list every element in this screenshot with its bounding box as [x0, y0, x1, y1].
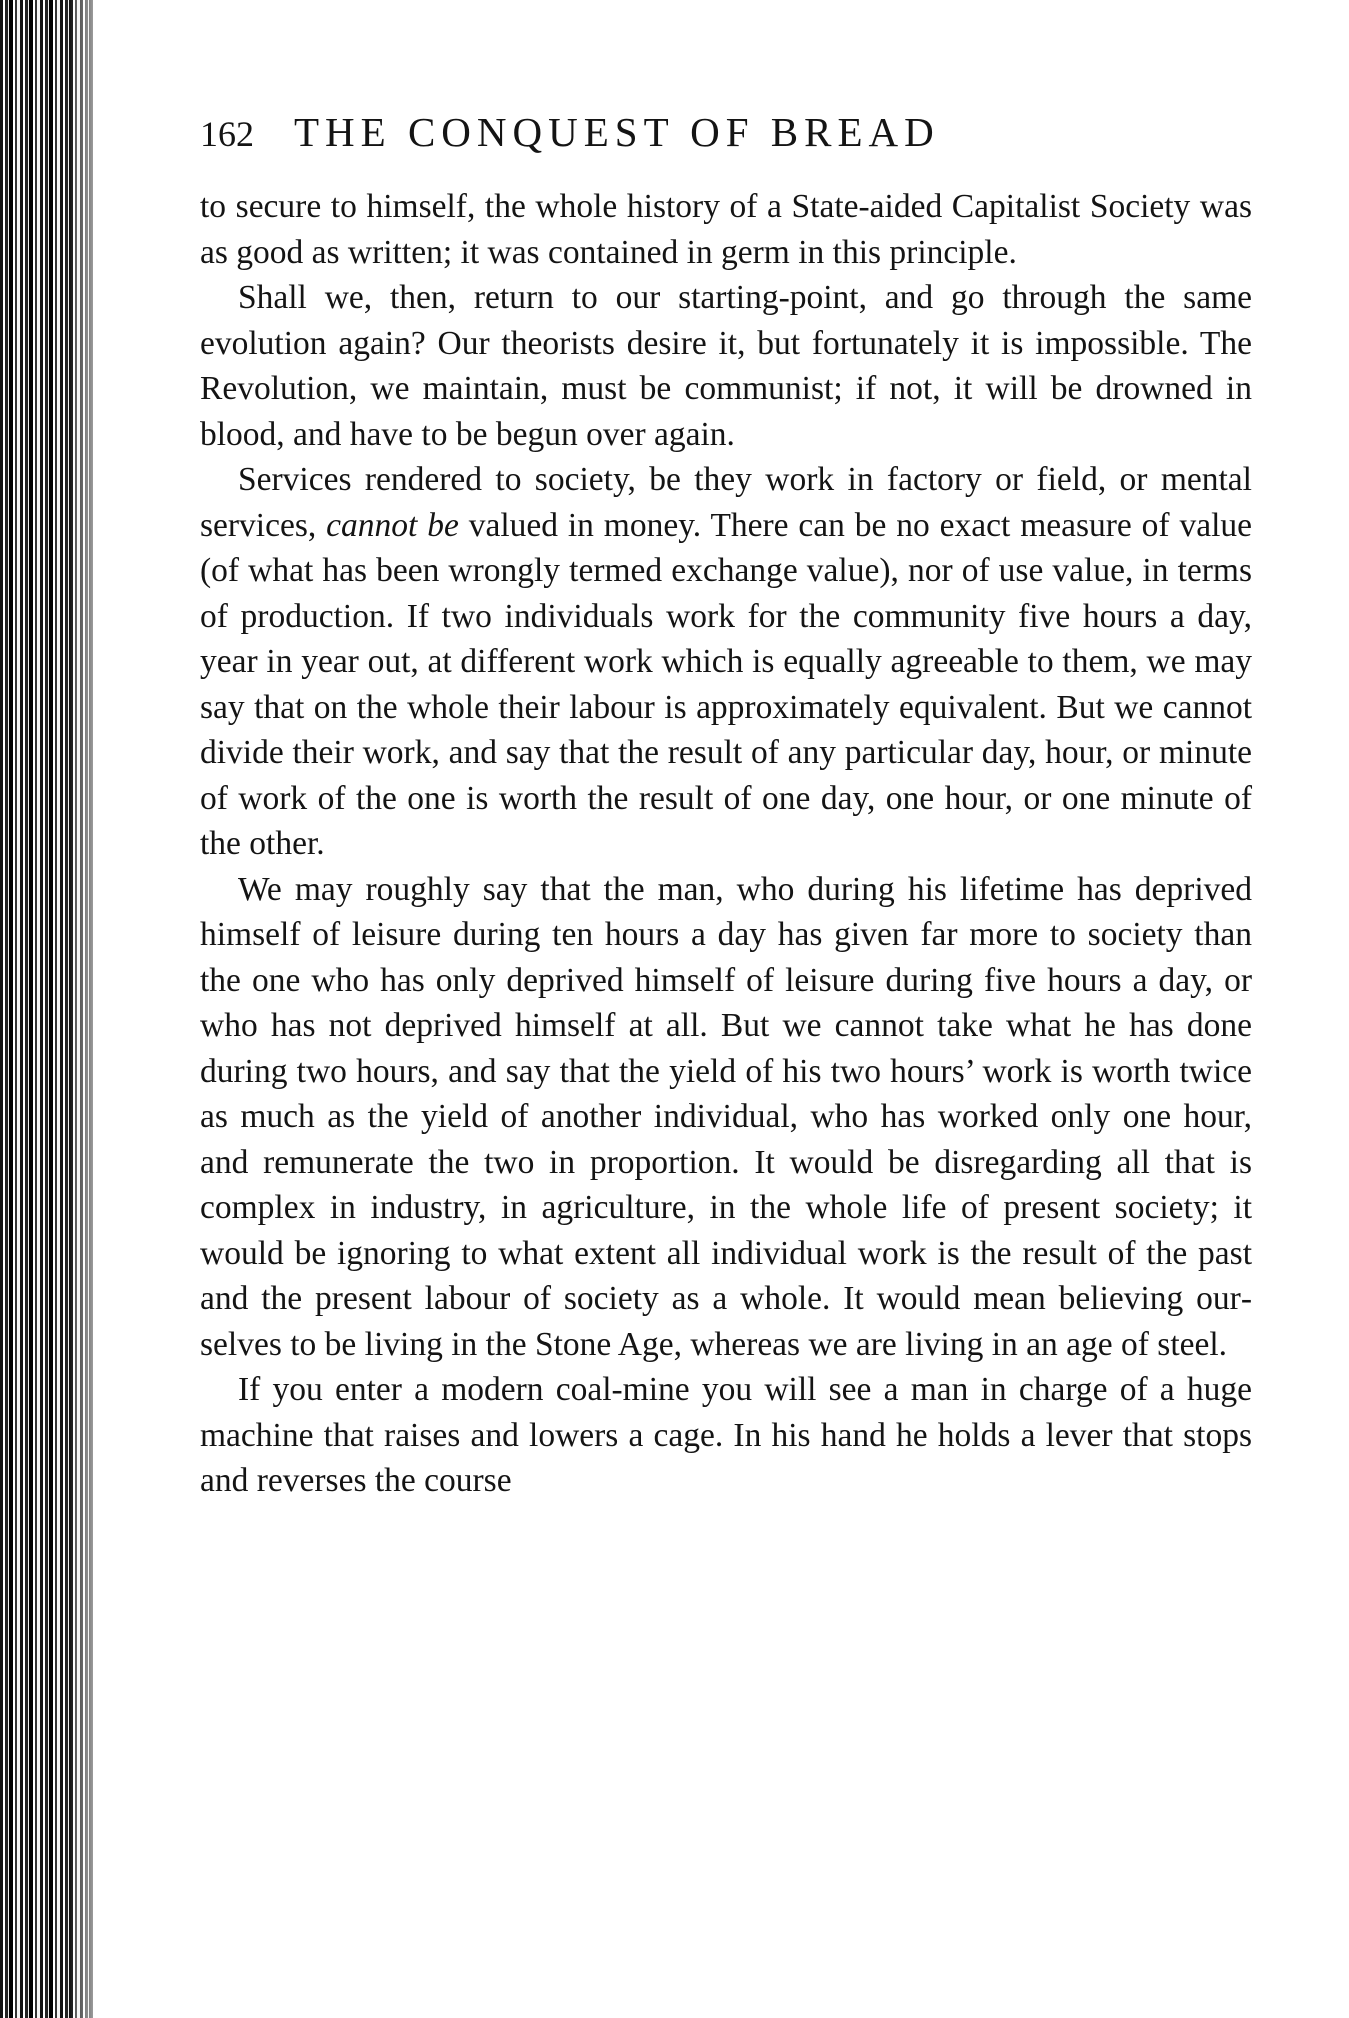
paragraph: to secure to himself, the whole history of a State-aided Capitalist Society was as good as written; it was contained in germ in this principle. — [200, 188, 1252, 271]
paragraph: Shall we, then, return to our starting-point, and go through the same evolution again? Our theorists desire it, but fortunately it is impossible. The Revolution, we maintain, must be communist; if not, it will be drowned in blood, and have to be begun over again. — [200, 279, 1252, 453]
body-text — [200, 184, 1252, 1504]
book-page — [200, 108, 1252, 1504]
book-binding-edge — [0, 0, 95, 2018]
paragraph-text: Services rendered to society, be they work in factory or field, or mental services, — [200, 461, 1252, 544]
paragraph: We may roughly say that the man, who during his lifetime has deprived himself of leisure during ten hours a day has given far more to society than the one who has only deprived himself of leisure during five hours a day, or who has not deprived himself at all. But we cannot take what he has done during two hours, and say that the yield of his two hours’ work is worth twice as much as the yield of another individual, who has worked only one hour, and remunerate the two in proportion. It would be disregarding all that is complex in industry, in agriculture, in the whole life of present society; it would be ignoring to what extent all individual work is the result of the past and the present labour of society as a whole. It would mean believing ourselves to be living in the Stone Age, whereas we are living in an age of steel. — [200, 870, 1252, 1363]
paragraph — [200, 457, 1252, 867]
running-head — [200, 108, 1252, 168]
page-number: 162 — [200, 114, 254, 154]
paragraph-text: valued in money. There can be no exact measure of value (of what has been wrongly termed exchange value), nor of use value, in terms of production. If two individuals work for the community five hours a day, year in year out, at different work which is equally agreeable to them, we may say that on the whole their labour is approximately equivalent. But we cannot divide their work, and say that the result of any particular day, hour, or minute of work of the one is worth the result of one day, one hour, or one minute of the other. — [200, 506, 1252, 862]
emphasized-text: cannot be — [326, 506, 459, 544]
paragraph: If you enter a modern coal-mine you will see a man in charge of a huge machine that raises and lowers a cage. In his hand he holds a lever that stops and reverses the course — [200, 1371, 1252, 1499]
book-title: THE CONQUEST OF BREAD — [294, 109, 940, 155]
